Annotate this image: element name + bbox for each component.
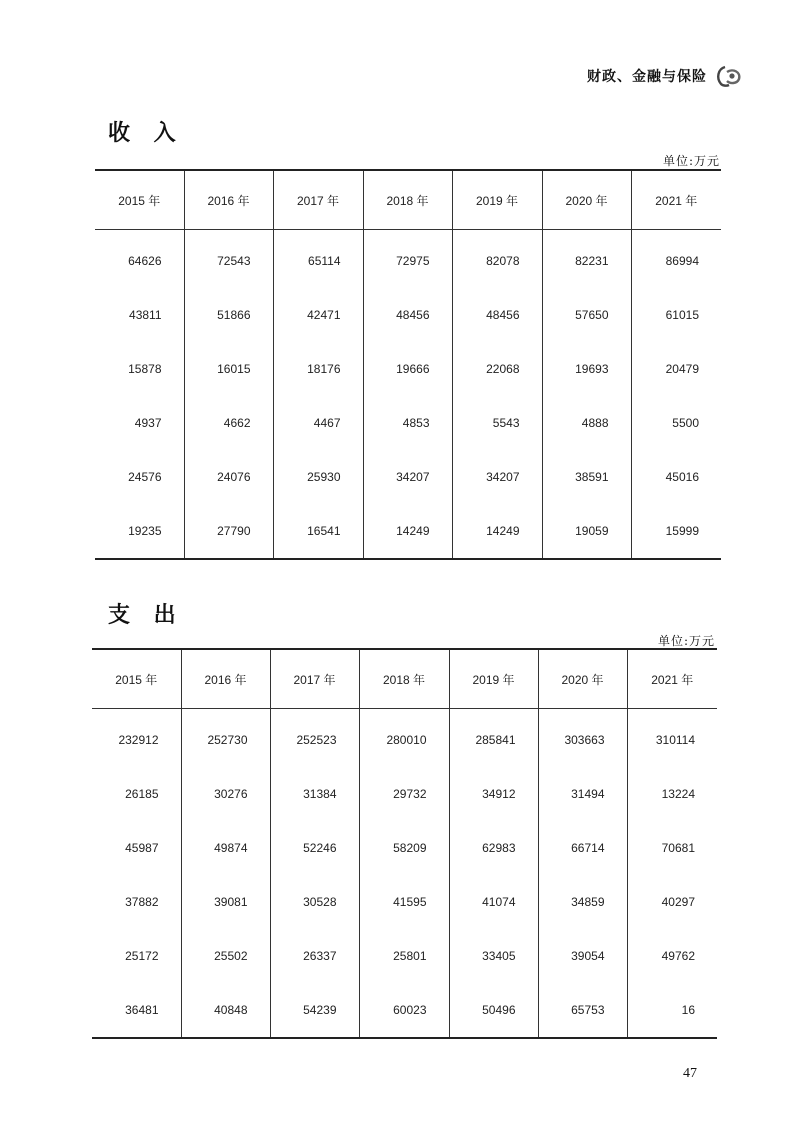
table-cell: 15878 xyxy=(128,362,162,376)
expense-header-row xyxy=(92,649,717,709)
table-cell: 26185 xyxy=(125,787,159,801)
table-row xyxy=(95,288,721,342)
expense-col-2020: 2020 年 xyxy=(538,649,627,709)
table-cell: 54239 xyxy=(270,983,359,1038)
table-cell: 31384 xyxy=(270,767,359,821)
table-row xyxy=(95,396,721,450)
table-cell: 37882 xyxy=(125,895,159,909)
table-row xyxy=(95,504,721,559)
table-row xyxy=(92,709,717,768)
table-row xyxy=(92,821,717,875)
table-cell: 40848 xyxy=(181,983,270,1038)
table-cell: 52246 xyxy=(270,821,359,875)
table-cell: 303663 xyxy=(538,709,627,768)
expense-unit: 单位:万元 xyxy=(657,634,715,648)
table-cell: 15999 xyxy=(631,504,721,559)
table-cell: 26337 xyxy=(270,929,359,983)
table-cell: 41074 xyxy=(449,875,538,929)
income-col-2020: 2020 年 xyxy=(542,170,631,230)
table-cell: 25801 xyxy=(359,929,449,983)
table-row xyxy=(95,450,721,504)
table-cell: 33405 xyxy=(449,929,538,983)
table-cell: 51866 xyxy=(184,288,273,342)
table-cell: 4467 xyxy=(273,396,363,450)
table-cell: 19666 xyxy=(363,342,452,396)
table-cell: 19693 xyxy=(542,342,631,396)
table-cell: 34859 xyxy=(538,875,627,929)
table-cell: 45016 xyxy=(631,450,721,504)
table-row xyxy=(92,767,717,821)
income-unit: 单位:万元 xyxy=(662,154,720,168)
table-cell: 70681 xyxy=(627,821,717,875)
table-cell: 72975 xyxy=(363,230,452,289)
table-cell: 60023 xyxy=(359,983,449,1038)
table-cell: 232912 xyxy=(118,733,159,747)
table-cell: 16015 xyxy=(184,342,273,396)
table-cell: 4888 xyxy=(542,396,631,450)
expense-col-2019: 2019 年 xyxy=(449,649,538,709)
table-cell: 18176 xyxy=(273,342,363,396)
table-cell: 34912 xyxy=(449,767,538,821)
table-cell: 25172 xyxy=(125,949,159,963)
table-cell: 22068 xyxy=(452,342,542,396)
expense-col-2017: 2017 年 xyxy=(270,649,359,709)
income-col-2015: 2015 年 xyxy=(118,193,161,208)
table-row xyxy=(92,875,717,929)
table-cell: 65753 xyxy=(538,983,627,1038)
income-col-2019: 2019 年 xyxy=(452,170,542,230)
table-cell: 4853 xyxy=(363,396,452,450)
table-cell: 82078 xyxy=(452,230,542,289)
table-cell: 13224 xyxy=(627,767,717,821)
table-cell: 20479 xyxy=(631,342,721,396)
table-cell: 14249 xyxy=(363,504,452,559)
table-cell: 14249 xyxy=(452,504,542,559)
table-row xyxy=(92,929,717,983)
table-cell: 65114 xyxy=(273,230,363,289)
table-cell: 41595 xyxy=(359,875,449,929)
chapter-title: 财政、金融与保险 xyxy=(587,69,707,85)
expense-col-2015: 2015 年 xyxy=(115,672,158,687)
income-col-2021: 2021 年 xyxy=(631,170,721,230)
table-cell: 285841 xyxy=(449,709,538,768)
table-cell: 252523 xyxy=(270,709,359,768)
table-cell: 30276 xyxy=(181,767,270,821)
table-cell: 62983 xyxy=(449,821,538,875)
page-header xyxy=(587,64,743,88)
income-col-2016: 2016 年 xyxy=(184,170,273,230)
income-title: 收 入 xyxy=(108,120,184,146)
table-cell: 5543 xyxy=(452,396,542,450)
table-cell: 34207 xyxy=(452,450,542,504)
table-cell: 40297 xyxy=(627,875,717,929)
table-cell: 49874 xyxy=(181,821,270,875)
expense-table xyxy=(92,648,717,1039)
table-cell: 61015 xyxy=(631,288,721,342)
table-cell: 310114 xyxy=(627,709,717,768)
table-cell: 252730 xyxy=(181,709,270,768)
table-cell: 16 xyxy=(627,983,717,1038)
table-cell: 30528 xyxy=(270,875,359,929)
expense-col-2016: 2016 年 xyxy=(181,649,270,709)
table-cell: 5500 xyxy=(631,396,721,450)
table-cell: 48456 xyxy=(363,288,452,342)
table-row xyxy=(95,230,721,289)
table-cell: 50496 xyxy=(449,983,538,1038)
table-cell: 48456 xyxy=(452,288,542,342)
table-row xyxy=(95,342,721,396)
income-col-2018: 2018 年 xyxy=(363,170,452,230)
table-cell: 27790 xyxy=(184,504,273,559)
expense-title: 支 出 xyxy=(108,602,184,628)
table-cell: 4937 xyxy=(134,416,162,430)
table-cell: 72543 xyxy=(184,230,273,289)
table-cell: 43811 xyxy=(129,308,162,322)
table-cell: 280010 xyxy=(359,709,449,768)
table-cell: 29732 xyxy=(359,767,449,821)
income-table xyxy=(95,169,721,560)
table-row xyxy=(92,983,717,1038)
table-cell: 36481 xyxy=(92,983,181,1038)
table-cell: 57650 xyxy=(542,288,631,342)
table-cell: 42471 xyxy=(273,288,363,342)
table-cell: 24576 xyxy=(128,470,162,484)
chapter-logo-icon xyxy=(715,64,743,88)
table-cell: 31494 xyxy=(538,767,627,821)
table-cell: 16541 xyxy=(273,504,363,559)
table-cell: 66714 xyxy=(538,821,627,875)
table-cell: 82231 xyxy=(542,230,631,289)
table-cell: 64626 xyxy=(128,254,162,268)
table-cell: 25502 xyxy=(181,929,270,983)
table-cell: 39054 xyxy=(538,929,627,983)
income-col-2017: 2017 年 xyxy=(273,170,363,230)
table-cell: 38591 xyxy=(542,450,631,504)
table-cell: 34207 xyxy=(363,450,452,504)
table-cell: 86994 xyxy=(631,230,721,289)
table-cell: 49762 xyxy=(627,929,717,983)
table-cell: 25930 xyxy=(273,450,363,504)
table-cell: 19235 xyxy=(95,504,184,559)
table-cell: 24076 xyxy=(184,450,273,504)
table-cell: 39081 xyxy=(181,875,270,929)
income-header-row xyxy=(95,170,721,230)
table-cell: 45987 xyxy=(125,841,159,855)
table-cell: 4662 xyxy=(184,396,273,450)
page-number: 47 xyxy=(683,1066,697,1081)
expense-col-2021: 2021 年 xyxy=(627,649,717,709)
expense-col-2018: 2018 年 xyxy=(359,649,449,709)
table-cell: 19059 xyxy=(542,504,631,559)
table-cell: 58209 xyxy=(359,821,449,875)
